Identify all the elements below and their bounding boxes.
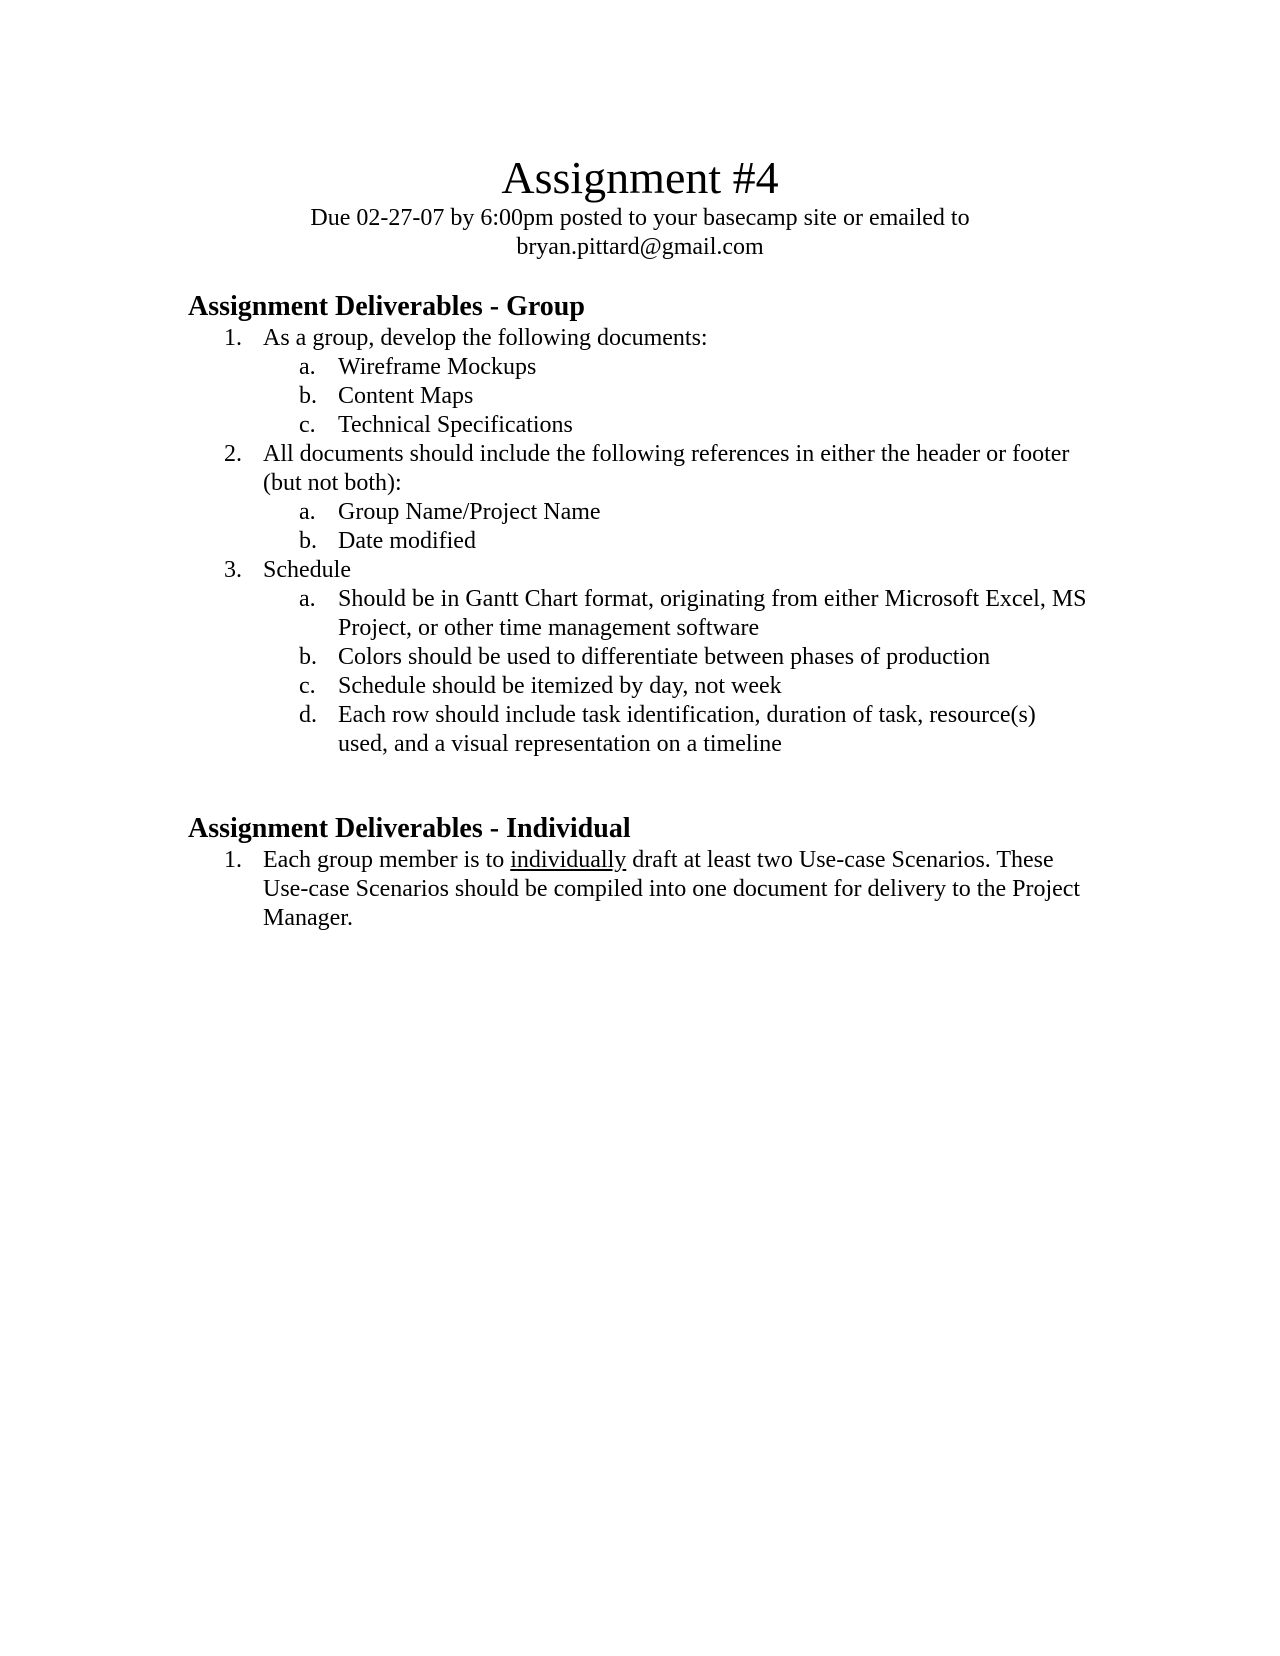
list-number: 1. xyxy=(224,325,242,351)
page-title: Assignment #4 xyxy=(501,152,779,203)
sub-list-item-text: Date modified xyxy=(338,528,476,554)
sub-list-item-text: Colors should be used to differentiate between phases of production xyxy=(338,644,991,670)
sub-list-item-text: Technical Specifications xyxy=(338,412,573,438)
list-item-text: Schedule xyxy=(263,557,351,583)
list-number: 3. xyxy=(224,557,242,583)
section-heading-group: Assignment Deliverables - Group xyxy=(188,291,585,322)
sub-list-letter: a. xyxy=(299,354,316,380)
sub-list-letter: a. xyxy=(299,586,316,612)
list-number: 1. xyxy=(224,847,242,873)
due-date-text: Due 02-27-07 by 6:00pm posted to your basecamp site or emailed to xyxy=(310,205,970,231)
sub-list-item-text: Group Name/Project Name xyxy=(338,499,601,525)
sub-list-item-text: Should be in Gantt Chart format, originating from either Microsoft Excel, MS Project, or other time management software xyxy=(338,586,1087,641)
sub-list-item-text: Schedule should be itemized by day, not week xyxy=(338,673,782,699)
sub-list-item-text: Each row should include task identification, duration of task, resource(s) used, and a visual representation on a timeline xyxy=(338,702,1036,757)
sub-list-item xyxy=(188,498,1088,527)
list-item xyxy=(188,846,1088,933)
list-number: 2. xyxy=(224,441,242,467)
sub-list-letter: b. xyxy=(299,383,317,409)
list-item-text: As a group, develop the following documents: xyxy=(263,325,708,351)
sub-list-item xyxy=(188,643,1088,672)
list-item-text-start: Each group member is to xyxy=(263,847,511,873)
email-address: bryan.pittard@gmail.com xyxy=(516,234,764,260)
sub-list-item xyxy=(188,672,1088,701)
emphasized-word: individually xyxy=(510,847,627,873)
sub-list-letter: d. xyxy=(299,702,317,728)
sub-list-item xyxy=(188,701,1088,759)
section-heading-individual: Assignment Deliverables - Individual xyxy=(188,813,631,844)
list-item-text-end: draft at least two Use-case Scenarios. These Use-case Scenarios should be compiled into one document for delivery to the Project Manager. xyxy=(263,847,1081,931)
sub-list-item-text: Wireframe Mockups xyxy=(338,354,537,380)
sub-list-item xyxy=(188,353,1088,382)
list-item xyxy=(188,324,1088,353)
sub-list-item xyxy=(188,382,1088,411)
sub-list-letter: b. xyxy=(299,644,317,670)
list-item xyxy=(188,556,1088,585)
due-date-line xyxy=(280,204,1000,262)
sub-list-item-text: Content Maps xyxy=(338,383,474,409)
sub-list-letter: c. xyxy=(299,673,316,699)
group-deliverables-section xyxy=(188,290,1088,759)
sub-list-letter: a. xyxy=(299,499,316,525)
sub-list-letter: c. xyxy=(299,412,316,438)
sub-list-letter: b. xyxy=(299,528,317,554)
list-item xyxy=(188,440,1088,498)
sub-list-item xyxy=(188,527,1088,556)
list-item-text: All documents should include the following references in either the header or footer (but not both): xyxy=(263,441,1070,496)
sub-list-item xyxy=(188,411,1088,440)
individual-deliverables-section xyxy=(188,812,1088,933)
sub-list-item xyxy=(188,585,1088,643)
